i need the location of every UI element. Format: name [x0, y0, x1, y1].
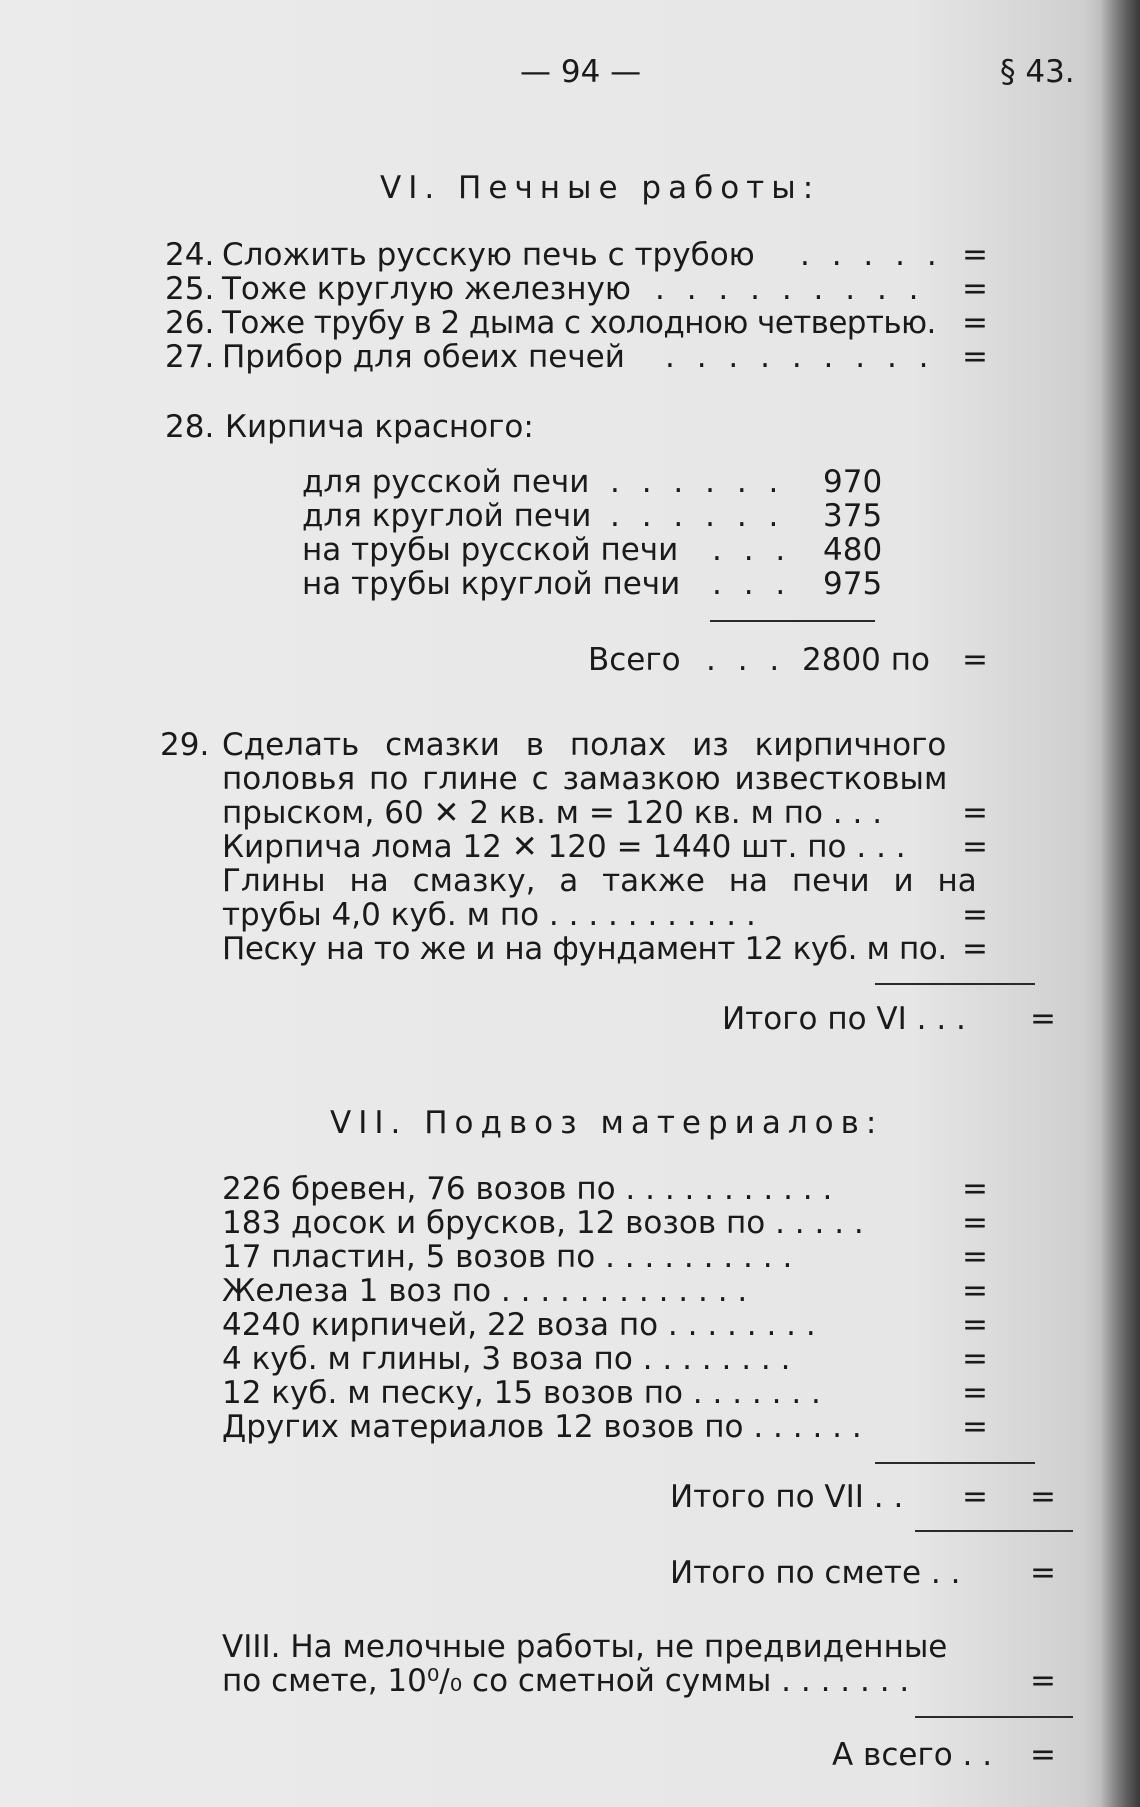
transport-item-eq: =: [962, 1171, 988, 1207]
transport-item: 4240 кирпичей, 22 воза по . . . . . . . .: [222, 1307, 816, 1343]
item-24-num: 24.: [165, 237, 215, 273]
item-26-eq: =: [962, 305, 988, 341]
item-25-text: Тоже круглую железную: [222, 271, 631, 307]
item-29-line: прыском, 60 ✕ 2 кв. м = 120 кв. м по . . .: [222, 795, 883, 831]
item-26-num: 26.: [165, 305, 215, 341]
grand-total-label: А всего . .: [832, 1737, 993, 1773]
grand-total-eq: =: [1030, 1737, 1056, 1773]
section-8-line-1: VIII. На мелочные работы, не предвиденные: [222, 1629, 948, 1665]
brick-row-label: на трубы русской печи: [302, 532, 679, 568]
item-29-eq: =: [962, 795, 988, 831]
item-28-num: 28.: [165, 409, 215, 445]
transport-item-eq: =: [962, 1273, 988, 1309]
item-29-eq: =: [962, 897, 988, 933]
section-7-total-eq-right: =: [1030, 1479, 1056, 1515]
item-25-num: 25.: [165, 271, 215, 307]
book-spine-shadow: [1100, 0, 1140, 1807]
brick-row-value: 975: [823, 566, 883, 602]
section-8-line-2: по смете, 10⁰/₀ со сметной суммы . . . . . . .: [222, 1663, 910, 1699]
subtotal-rule: [875, 983, 1035, 985]
transport-item-eq: =: [962, 1307, 988, 1343]
item-25-eq: =: [962, 271, 988, 307]
subtotal-rule: [875, 1462, 1035, 1464]
brick-row-value: 480: [823, 532, 883, 568]
item-25-dots: . . . . . . . . .: [655, 271, 925, 307]
section-6-total-eq: =: [1030, 1001, 1056, 1037]
section-6-total-label: Итого по VI . . .: [722, 1001, 966, 1037]
brick-row-value: 375: [823, 498, 883, 534]
brick-row-dots: . . . . . .: [610, 464, 785, 500]
transport-item: Других материалов 12 возов по . . . . . .: [222, 1409, 862, 1445]
item-29-line: половья по глине с замазкою известковым: [222, 761, 948, 797]
bricks-total-value: 2800 по: [802, 642, 930, 678]
brick-row-value: 970: [823, 464, 883, 500]
item-29-line: Сделать смазки в полах из кирпичного: [222, 727, 947, 763]
item-28-heading: Кирпича красного:: [225, 409, 534, 445]
brick-row-dots: . . . . . .: [610, 498, 785, 534]
estimate-total-eq: =: [1030, 1555, 1056, 1591]
bricks-total-dots: . . .: [706, 642, 786, 678]
bricks-total-eq: =: [962, 642, 988, 678]
section-7-total-eq: =: [962, 1479, 988, 1515]
brick-row-label: для русской печи: [302, 464, 590, 500]
item-24-eq: =: [962, 237, 988, 273]
brick-row-dots: . . .: [712, 566, 792, 602]
item-29-line: Кирпича лома 12 ✕ 120 = 1440 шт. по . . .: [222, 829, 906, 865]
transport-item-eq: =: [962, 1409, 988, 1445]
section-8-eq: =: [1030, 1663, 1056, 1699]
transport-item: 226 бревен, 76 возов по . . . . . . . . . . .: [222, 1171, 833, 1207]
transport-item: Железа 1 воз по . . . . . . . . . . . . .: [222, 1273, 748, 1309]
transport-item: 4 куб. м глины, 3 воза по . . . . . . . .: [222, 1341, 791, 1377]
item-29-eq: =: [962, 829, 988, 865]
transport-item-eq: =: [962, 1239, 988, 1275]
transport-item: 12 куб. м песку, 15 возов по . . . . . . .: [222, 1375, 821, 1411]
transport-item: 17 пластин, 5 возов по . . . . . . . . . .: [222, 1239, 793, 1275]
subtotal-rule: [915, 1530, 1073, 1532]
item-24-dots: . . . . .: [800, 237, 943, 273]
brick-row-label: для круглой печи: [302, 498, 592, 534]
item-29-line: трубы 4,0 куб. м по . . . . . . . . . . .: [222, 897, 756, 933]
item-24-text: Сложить русскую печь с трубою: [222, 237, 755, 273]
item-29-eq: =: [962, 931, 988, 967]
item-29-num: 29.: [160, 727, 210, 763]
brick-row-dots: . . .: [712, 532, 792, 568]
brick-row-label: на трубы круглой печи: [302, 566, 681, 602]
subtotal-rule: [915, 1716, 1073, 1718]
page-number: — 94 —: [520, 54, 642, 90]
transport-item-eq: =: [962, 1341, 988, 1377]
item-26-text: Тоже трубу в 2 дыма с холодною четвертью.: [222, 305, 936, 341]
item-29-line: Песку на то же и на фундамент 12 куб. м по.: [222, 931, 947, 967]
item-27-num: 27.: [165, 339, 215, 375]
section-6-title: VI. Печные работы:: [380, 170, 821, 206]
section-7-total-label: Итого по VII . .: [670, 1479, 904, 1515]
transport-item: 183 досок и брусков, 12 возов по . . . . .: [222, 1205, 864, 1241]
item-27-text: Прибор для обеих печей: [222, 339, 625, 375]
transport-item-eq: =: [962, 1375, 988, 1411]
transport-item-eq: =: [962, 1205, 988, 1241]
item-27-eq: =: [962, 339, 988, 375]
bricks-total-label: Всего: [588, 642, 681, 678]
section-number: § 43.: [1000, 54, 1075, 90]
item-27-dots: . . . . . . . . .: [665, 339, 935, 375]
estimate-total-label: Итого по смете . .: [670, 1555, 961, 1591]
section-7-title: VII. Подвоз материалов:: [330, 1105, 884, 1141]
subtotal-rule: [710, 620, 875, 622]
item-29-line: Глины на смазку, а также на печи и на: [222, 863, 977, 899]
